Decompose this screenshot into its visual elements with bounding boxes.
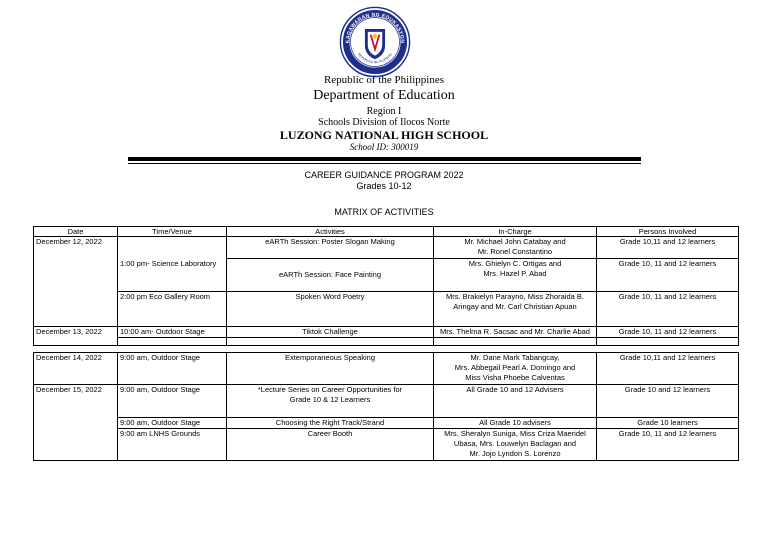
persons-cell: Grade 10, 11 and 12 learners xyxy=(597,429,739,461)
header-divider-thin xyxy=(128,163,641,164)
program-grades: Grades 10-12 xyxy=(356,181,412,191)
time-venue-cell: 9:00 am LNHS Grounds xyxy=(118,429,227,461)
header-activities: Activities xyxy=(227,227,434,237)
persons-cell: Grade 10 learners xyxy=(597,418,739,429)
time-venue-cell: 9:00 am, Outdoor Stage xyxy=(118,385,227,418)
activities-table xyxy=(33,226,739,461)
time-venue-cell: 1:00 pm- Science Laboratory xyxy=(118,237,227,292)
persons-cell: Grade 10,11 and 12 learners xyxy=(597,237,739,259)
svg-text:KAGAWARAN NG EDUKASYON: KAGAWARAN NG EDUKASYON xyxy=(345,12,405,44)
time-venue-cell: 2:00 pm Eco Gallery Room xyxy=(118,292,227,327)
time-venue-cell: 9:00 am, Outdoor Stage xyxy=(118,353,227,385)
time-venue-cell: 10:00 am- Outdoor Stage xyxy=(118,327,227,338)
activity-cell: Career Booth xyxy=(227,429,434,461)
table-row xyxy=(34,418,739,429)
persons-cell: Grade 10, 11 and 12 learners xyxy=(597,259,739,292)
division-line: Schools Division of Ilocos Norte xyxy=(318,117,450,128)
persons-cell: Grade 10,11 and 12 learners xyxy=(597,353,739,385)
activity-cell: *Lecture Series on Career Opportunities for Grade 10 & 12 Learners xyxy=(227,385,434,418)
table-gap xyxy=(34,346,739,353)
header-date: Date xyxy=(34,227,118,237)
persons-cell: Grade 10, 11 and 12 learners xyxy=(597,327,739,338)
region-line: Region I xyxy=(366,106,402,117)
table-header-row xyxy=(34,227,739,237)
school-name: LUZONG NATIONAL HIGH SCHOOL xyxy=(279,128,489,142)
header-time-venue: Time/Venue xyxy=(118,227,227,237)
in-charge-cell: Mr. Michael John Catabay and Mr. Ronel Constantino xyxy=(434,237,597,259)
table-row xyxy=(34,292,739,327)
date-cell: December 15, 2022 xyxy=(34,385,118,461)
date-cell: December 13, 2022 xyxy=(34,327,118,346)
activity-cell: Tiktok Challenge xyxy=(227,327,434,338)
in-charge-cell: Mrs. Sheralyn Suniga, Miss Criza Maeridel Ubasa, Mrs. Louwelyn Baclagan and Mr. Jojo Lyndon S. Lorenzo xyxy=(434,429,597,461)
persons-cell: Grade 10, 11 and 12 learners xyxy=(597,292,739,327)
table-row-empty xyxy=(34,338,739,346)
table-row xyxy=(34,385,739,418)
activity-cell: Spoken Word Poetry xyxy=(227,292,434,327)
republic-line: Republic of the Philippines xyxy=(323,74,445,86)
deped-seal-icon xyxy=(339,6,411,78)
table-row xyxy=(34,237,739,259)
header-persons-involved: Persons Involved xyxy=(597,227,739,237)
school-id: School ID: 300019 xyxy=(349,142,419,152)
table-row xyxy=(34,353,739,385)
in-charge-cell: Mr. Dane Mark Tabangcay, Mrs. Abbegail Pearl A. Domingo and Miss Visha Phoebe Calventas xyxy=(434,353,597,385)
in-charge-cell: Mrs. Brakielyn Parayno, Miss Zhoraida B. Aringay and Mr. Carl Christian Apuan xyxy=(434,292,597,327)
svg-text:REPUBLIKA NG PILIPINAS: REPUBLIKA NG PILIPINAS xyxy=(356,52,394,65)
matrix-title: MATRIX OF ACTIVITIES xyxy=(334,207,434,217)
in-charge-cell: Mrs. Thelma R. Sacsac and Mr. Charlie Abad xyxy=(434,327,597,338)
in-charge-cell: All Grade 10 advisers xyxy=(434,418,597,429)
activity-cell: Choosing the Right Track/Strand xyxy=(227,418,434,429)
table-row xyxy=(34,429,739,461)
activity-cell: eARTh Session: Face Painting xyxy=(227,259,434,292)
header-in-charge: In-Charge xyxy=(434,227,597,237)
in-charge-cell: All Grade 10 and 12 Advisers xyxy=(434,385,597,418)
time-venue-cell: 9:00 am, Outdoor Stage xyxy=(118,418,227,429)
activity-cell: eARTh Session: Poster Slogan Making xyxy=(227,237,434,259)
department-line: Department of Education xyxy=(313,88,455,103)
in-charge-cell: Mrs. Ghielyn C. Ortigas and Mrs. Hazel P. Abad xyxy=(434,259,597,292)
persons-cell: Grade 10 and 12 learners xyxy=(597,385,739,418)
program-title: CAREER GUIDANCE PROGRAM 2022 xyxy=(304,170,464,180)
date-cell: December 12, 2022 xyxy=(34,237,118,327)
activity-cell: Extemporaneous Speaking xyxy=(227,353,434,385)
date-cell: December 14, 2022 xyxy=(34,353,118,385)
header-divider-thick xyxy=(128,157,641,161)
table-row xyxy=(34,327,739,338)
